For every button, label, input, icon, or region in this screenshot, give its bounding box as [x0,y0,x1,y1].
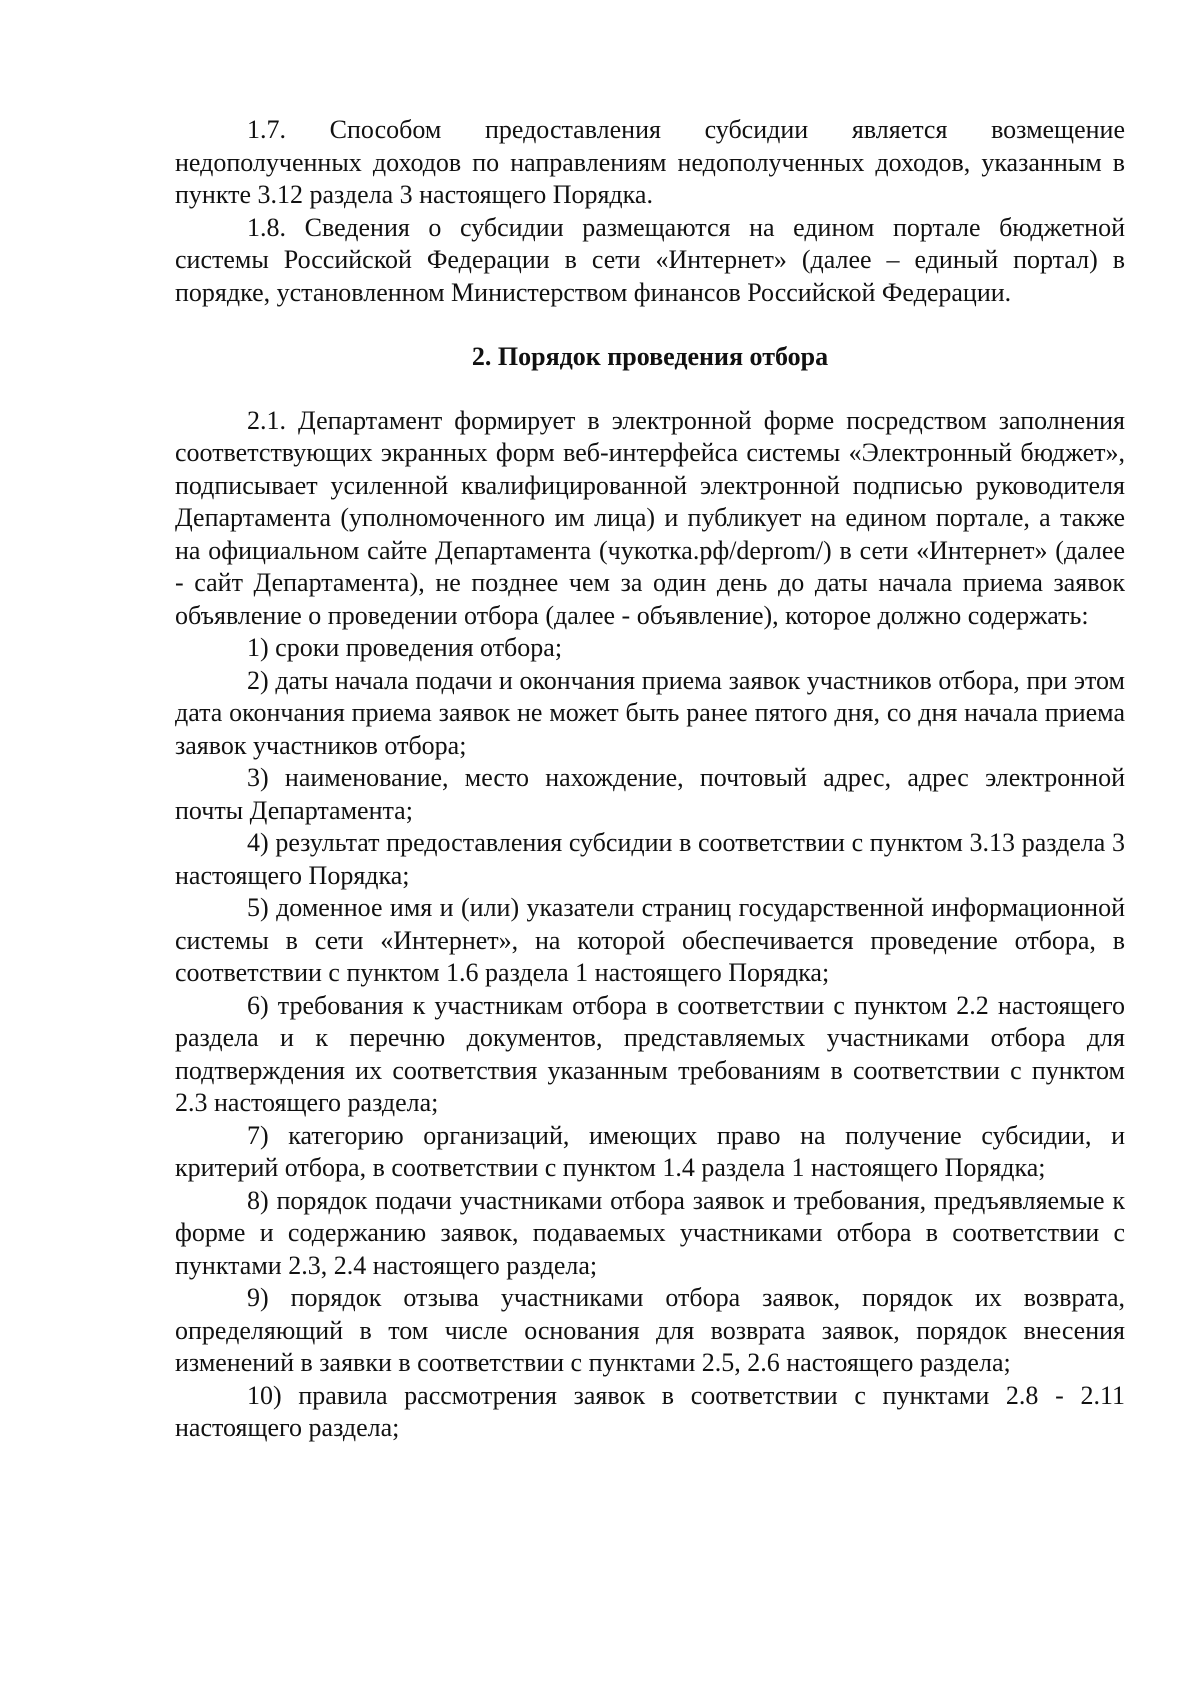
paragraph-2-1: 2.1. Департамент формирует в электронной форме посредством заполнения соответствующих экранных форм веб-интерфейса системы «Электронный бюджет», подписывает усиленной квалифицированной электронной подписью руководителя Департамента (уполномоченного им лица) и публикует на едином портале, а также на официальном сайте Департамента (чукотка.рф/deprom/) в сети «Интернет» (далее - сайт Департамента), не позднее чем за один день до даты начала приема заявок объявление о проведении отбора (далее - объявление), которое должно содержать: [175,405,1125,630]
list-item-3: 3) наименование, место нахождение, почтовый адрес, адрес электронной почты Департамента; [175,763,1125,825]
list-item-7: 7) категорию организаций, имеющих право на получение субсидии, и критерий отбора, в соответствии с пунктом 1.4 раздела 1 настоящего Порядка; [175,1120,1125,1182]
list-item-4: 4) результат предоставления субсидии в соответствии с пунктом 3.13 раздела 3 настоящего Порядка; [175,828,1125,890]
section-2-title: 2. Порядок проведения отбора [471,342,829,371]
list-item-9: 9) порядок отзыва участниками отбора заявок, порядок их возврата, определяющий в том числе основания для возврата заявок, порядок внесения изменений в заявки в соответствии с пунктами 2.5, 2.6 настоящего раздела; [175,1283,1125,1377]
paragraph-1-8: 1.8. Сведения о субсидии размещаются на едином портале бюджетной системы Российской Федерации в сети «Интернет» (далее – единый портал) в порядке, установленном Министерством финансов Российской Федерации. [175,212,1125,307]
document-page [175,114,1125,1445]
paragraph-1-7: 1.7. Способом предоставления субсидии является возмещение недополученных доходов по направлениям недополученных доходов, указанным в пункте 3.12 раздела 3 настоящего Порядка. [175,115,1125,209]
list-item-2: 2) даты начала подачи и окончания приема заявок участников отбора, при этом дата окончания приема заявок не может быть ранее пятого дня, со дня начала приема заявок участников отбора; [175,665,1125,760]
list-item-8: 8) порядок подачи участниками отбора заявок и требования, предъявляемые к форме и содержанию заявок, подаваемых участниками отбора в соответствии с пунктами 2.3, 2.4 настоящего раздела; [175,1185,1125,1280]
list-item-6: 6) требования к участникам отбора в соответствии с пунктом 2.2 настоящего раздела и к перечню документов, представляемых участниками отбора для подтверждения их соответствия указанным требованиям в соответствии с пунктом 2.3 настоящего раздела; [175,990,1125,1117]
list-item-5: 5) доменное имя и (или) указатели страниц государственной информационной системы в сети «Интернет», на которой обеспечивается проведение отбора, в соответствии с пунктом 1.6 раздела 1 настоящего Порядка; [175,893,1125,987]
list-item-1: 1) сроки проведения отбора; [247,633,563,662]
list-item-10: 10) правила рассмотрения заявок в соответствии с пунктами 2.8 - 2.11 настоящего раздела; [175,1380,1125,1442]
